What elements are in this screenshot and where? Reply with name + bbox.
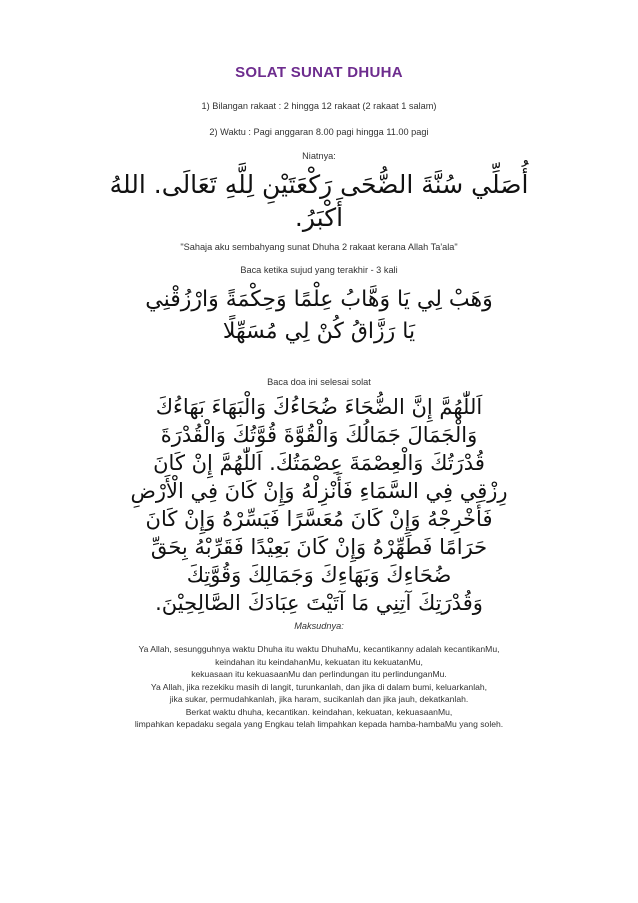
niat-translation: "Sahaja aku sembahyang sunat Dhuha 2 rakaat kerana Allah Ta'ala"	[180, 242, 458, 252]
maksud-line-7: limpahkan kepadaku segala yang Engkau telah limpahkan kepada hamba-hambaMu yang soleh.	[134, 719, 504, 729]
niat-label: Niatnya:	[302, 151, 336, 161]
doa-arabic-line-8: وَقُدْرَتِكَ آتِنِي مَا آتَيْتَ عِبَادَكَ الصَّالِحِيْنَ.	[155, 591, 483, 615]
doa-arabic-line-2: وَالْجَمَالَ جَمَالُكَ وَالْقُوَّةَ قُوَّتُكَ وَالْقُدْرَةَ	[160, 423, 478, 447]
info-waktu: 2) Waktu : Pagi anggaran 8.00 pagi hingga 11.00 pagi	[209, 127, 429, 137]
doa-arabic-line-6: حَرَامًا فَطَهِّرْهُ وَإِنْ كَانَ بَعِيْدًا فَقَرِّبْهُ بِحَقِّ	[150, 535, 488, 559]
doa-arabic-line-1: اَللّٰهُمَّ إِنَّ الضُّحَاءَ ضُحَاءُكَ وَالْبَهَاءَ بَهَاءُكَ	[155, 395, 483, 419]
niat-arabic-line-1: أُصَلِّي سُنَّةَ الضُّحَى رَكْعَتَيْنِ لِلَّهِ تَعَالَى. اللهُ	[109, 170, 529, 199]
doa-arabic-line-7: ضُحَاءِكَ وَبَهَاءِكَ وَجَمَالِكَ وَقُوَّتِكَ	[186, 563, 452, 587]
maksud-label: Maksudnya:	[294, 621, 344, 631]
niat-arabic-line-2: أَكْبَرُ.	[294, 203, 344, 232]
maksud-line-3: kekuasaan itu kekuasaanMu dan perlindungan itu perlindunganMu.	[191, 669, 447, 679]
sujud-label: Baca ketika sujud yang terakhir - 3 kali	[240, 265, 398, 275]
sujud-arabic-line-1: وَهَبْ لِي يَا وَهَّابُ عِلْمًا وَحِكْمَةً وَارْزُقْنِي	[145, 287, 493, 312]
maksud-line-4: Ya Allah, jika rezekiku masih di langit, turunkanlah, dan jika di dalam bumi, keluarkanlah,	[150, 681, 488, 692]
maksud-line-2: keindahan itu keindahanMu, kekuatan itu kekuatanMu,	[215, 656, 423, 667]
maksud-line-1: Ya Allah, sesungguhnya waktu Dhuha itu waktu DhuhaMu, kecantikanny adalah kecantikanMu,	[138, 644, 500, 654]
maksud-line-5: jika sukar, permudahkanlah, jika haram, sucikanlah dan jika jauh, dekatkanlah.	[169, 694, 469, 704]
info-rakaat: 1) Bilangan rakaat : 2 hingga 12 rakaat (2 rakaat 1 salam)	[201, 101, 437, 111]
doa-arabic-line-5: فَأَخْرِجْهُ وَإِنْ كَانَ مُعَسَّرًا فَيَسِّرْهُ وَإِنْ كَانَ	[145, 507, 493, 531]
doa-arabic-line-3: قُدْرَتُكَ وَالْعِصْمَةَ عِصْمَتُكَ. اَللّٰهُمَّ إِنْ كَانَ	[153, 451, 485, 475]
maksud-line-6: Berkat waktu dhuha, kecantikan. keindahan, kekuatan, kekuasaanMu,	[185, 706, 453, 717]
doa-arabic-line-4: رِزْقِي فِي السَّمَاءِ فَأَنْزِلْهُ وَإِنْ كَانَ فِي الْأَرْضِ	[130, 479, 508, 503]
page-title: SOLAT SUNAT DHUHA	[235, 64, 403, 81]
sujud-arabic-line-2: يَا رَزَّاقُ كُنْ لِي مُسَهِّلًا	[222, 319, 416, 344]
doa-label: Baca doa ini selesai solat	[267, 377, 371, 387]
